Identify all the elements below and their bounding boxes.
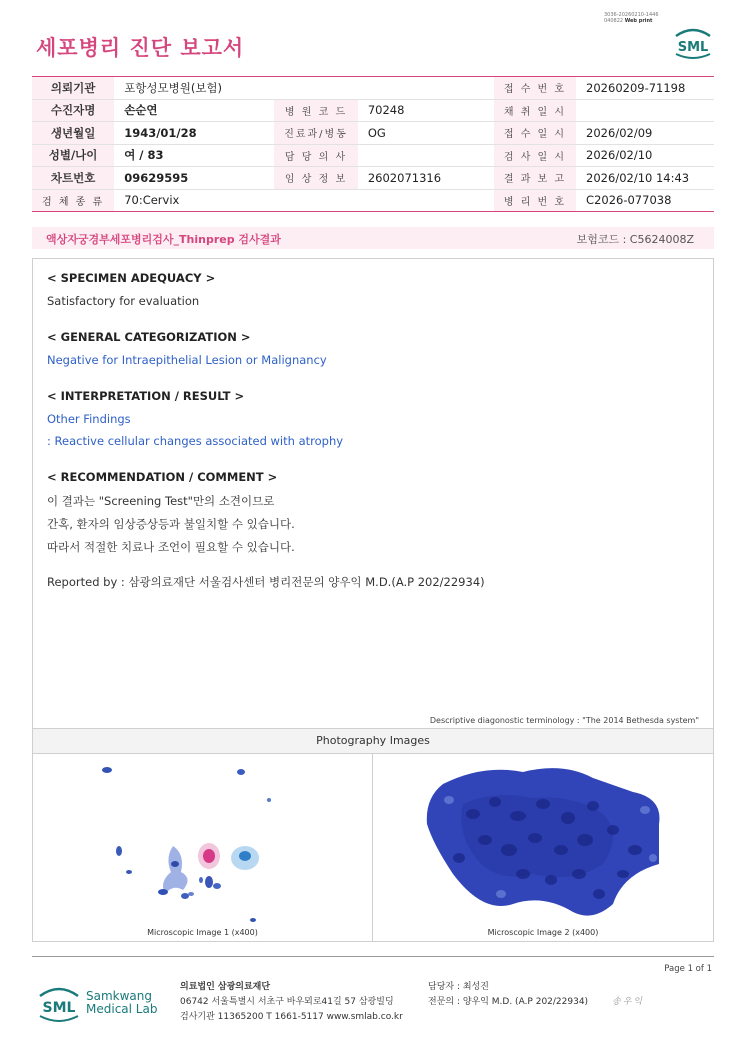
image-1-caption: Microscopic Image 1 (x400) xyxy=(147,928,258,937)
info-row xyxy=(32,122,714,145)
info-row xyxy=(32,99,714,122)
info-value: 20260209-71198 xyxy=(576,77,714,100)
category-heading: < GENERAL CATEGORIZATION > xyxy=(47,330,251,344)
info-row xyxy=(32,144,714,167)
sml-logo-icon xyxy=(672,26,714,60)
info-value: 손순연 xyxy=(114,99,274,122)
info-label: 접 수 일 시 xyxy=(494,122,576,145)
cell-smear-image-1 xyxy=(33,754,373,924)
info-value: 2026/02/10 14:43 xyxy=(576,167,714,190)
adequacy-text: Satisfactory for evaluation xyxy=(47,294,200,308)
info-value: 2602071316 xyxy=(358,167,494,190)
info-value xyxy=(358,189,494,212)
print-code-line2: 040822 xyxy=(604,18,624,24)
info-value: 2026/02/10 xyxy=(576,144,714,167)
info-label: 성별/나이 xyxy=(32,144,114,167)
info-label xyxy=(274,189,358,212)
info-label: 담 당 의 사 xyxy=(274,144,358,167)
info-label: 결 과 보 고 xyxy=(494,167,576,190)
org-contact: 검사기관 11365200 T 1661-5117 www.smlab.co.kr xyxy=(180,1012,403,1022)
page-number: Page 1 of 1 xyxy=(664,964,712,974)
footer-logo-text: SML xyxy=(42,1000,76,1016)
recommendation-line2: 간혹, 환자의 임상증상등과 불일치할 수 있습니다. xyxy=(47,517,295,531)
brand-line2: Medical Lab xyxy=(86,1002,158,1016)
exam-name: 액상자궁경부세포병리검사_Thinprep 검사결과 xyxy=(46,233,281,246)
info-label xyxy=(274,77,358,100)
info-value: 포항성모병원(보험) xyxy=(114,77,274,100)
footer-sml-logo-icon xyxy=(36,984,82,1024)
signature: 송우익 xyxy=(612,997,645,1007)
org-address: 06742 서울특별시 서초구 바우뫼로41길 57 삼광빌딩 xyxy=(180,997,394,1007)
print-code-line1: 3036-20260210-1446 xyxy=(604,12,659,18)
staff-line2: 전문의 : 양우익 M.D. (A.P 202/22934) xyxy=(428,997,589,1007)
logo-text: SML xyxy=(677,40,709,55)
photo-header: Photography Images xyxy=(32,728,714,754)
cell-smear-image-2 xyxy=(373,754,713,924)
reported-by: Reported by : 삼광의료재단 서울검사센터 병리전문의 양우익 M.D.(A.P 202/22934) xyxy=(47,575,485,589)
microscopic-image-2 xyxy=(373,754,714,942)
info-value: 09629595 xyxy=(114,167,274,190)
info-label: 진료과/병동 xyxy=(274,122,358,145)
footer-organization xyxy=(180,980,403,1025)
recommendation-line3: 따라서 적절한 치료나 조언이 필요할 수 있습니다. xyxy=(47,540,295,554)
info-value: C2026-077038 xyxy=(576,189,714,212)
staff-line1: 담당자 : 최성진 xyxy=(428,982,489,992)
info-row xyxy=(32,189,714,212)
report-title: 세포병리 진단 보고서 xyxy=(36,36,245,60)
info-value xyxy=(358,77,494,100)
info-value: 2026/02/09 xyxy=(576,122,714,145)
microscopic-image-1 xyxy=(32,754,373,942)
recommendation-line1: 이 결과는 "Screening Test"만의 소견이므로 xyxy=(47,494,275,508)
category-text: Negative for Intraepithelial Lesion or Malignancy xyxy=(47,353,327,367)
info-label: 접 수 번 호 xyxy=(494,77,576,100)
interpretation-line1: Other Findings xyxy=(47,412,131,426)
interpretation-line2: : Reactive cellular changes associated with atrophy xyxy=(47,434,344,448)
info-label: 임 상 정 보 xyxy=(274,167,358,190)
interpretation-heading: < INTERPRETATION / RESULT > xyxy=(47,389,245,403)
info-value xyxy=(358,144,494,167)
footer-staff xyxy=(428,980,588,1010)
info-value: 1943/01/28 xyxy=(114,122,274,145)
recommendation-heading: < RECOMMENDATION / COMMENT > xyxy=(47,470,278,484)
info-label: 차트번호 xyxy=(32,167,114,190)
info-label: 수진자명 xyxy=(32,99,114,122)
info-value: OG xyxy=(358,122,494,145)
info-row xyxy=(32,77,714,100)
image-2-caption: Microscopic Image 2 (x400) xyxy=(487,928,599,937)
info-label: 검 체 종 류 xyxy=(32,189,114,212)
info-label: 병 리 번 호 xyxy=(494,189,576,212)
info-label: 생년월일 xyxy=(32,122,114,145)
terminology-note: Descriptive diagonostic terminology : "The 2014 Bethesda system" xyxy=(429,716,699,725)
footer-brand xyxy=(86,990,157,1016)
exam-bar xyxy=(32,227,714,249)
brand-line1: Samkwang xyxy=(86,989,152,1003)
info-value: 여 / 83 xyxy=(114,144,274,167)
patient-info-table xyxy=(32,76,714,212)
insurance-code: 보험코드 : C5624008Z xyxy=(576,233,694,246)
footer-divider xyxy=(32,956,714,957)
print-code xyxy=(604,12,694,24)
org-name: 의료법인 삼광의료재단 xyxy=(180,982,271,992)
info-label: 채 취 일 시 xyxy=(494,99,576,122)
info-row xyxy=(32,167,714,190)
info-label: 병 원 코 드 xyxy=(274,99,358,122)
adequacy-heading: < SPECIMEN ADEQUACY > xyxy=(47,271,216,285)
result-panel xyxy=(32,258,714,728)
print-type: Web print xyxy=(624,18,653,24)
info-value: 70248 xyxy=(358,99,494,122)
info-label: 검 사 일 시 xyxy=(494,144,576,167)
info-value: 70:Cervix xyxy=(114,189,274,212)
info-value xyxy=(576,99,714,122)
info-label: 의뢰기관 xyxy=(32,77,114,100)
